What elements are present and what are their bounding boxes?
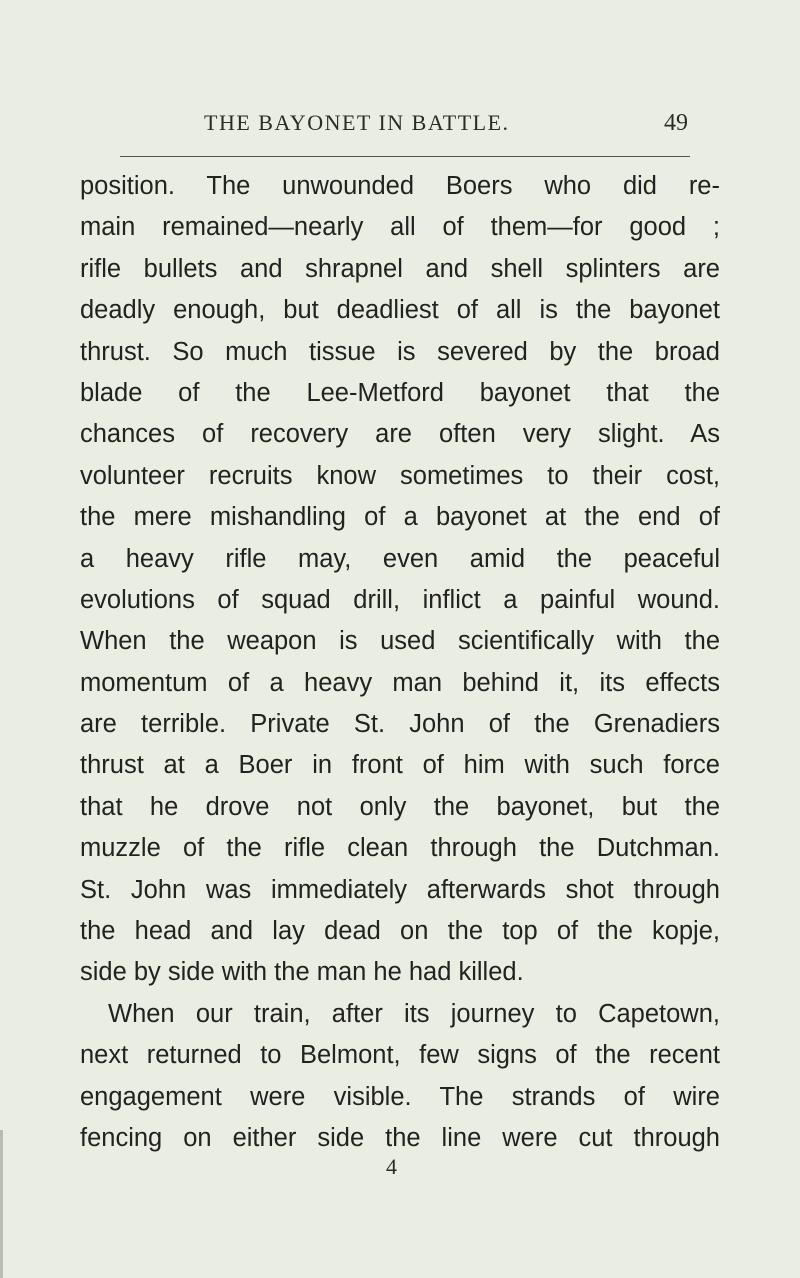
text-line: the mere mishandling of a bayonet at the end of (80, 503, 720, 532)
text-line: thrust. So much tissue is severed by the broad (80, 337, 720, 366)
signature-mark: 4 (386, 1154, 397, 1179)
running-title: THE BAYONET IN BATTLE. (204, 110, 510, 135)
text-line: evolutions of squad drill, inflict a painful wound. (80, 585, 720, 614)
text-line: volunteer recruits know sometimes to their cost, (80, 461, 720, 490)
text-line: chances of recovery are often very slight. As (80, 420, 720, 449)
binding-edge (0, 1130, 3, 1278)
text-line: are terrible. Private St. John of the Grenadiers (80, 710, 720, 739)
text-line: engagement were visible. The strands of wire (80, 1082, 720, 1111)
paragraph-start-line: When our train, after its journey to Capetown, (108, 999, 720, 1028)
paragraph-end-line: side by side with the man he had killed. (80, 958, 524, 987)
text-line: fencing on either side the line were cut through (80, 1123, 720, 1152)
body-text (80, 166, 720, 1159)
text-line: next returned to Belmont, few signs of the recent (80, 1041, 720, 1070)
text-line: a heavy rifle may, even amid the peaceful (80, 544, 720, 573)
text-line: St. John was immediately afterwards shot through (80, 875, 720, 904)
text-line: rifle bullets and shrapnel and shell splinters are (80, 254, 720, 283)
text-line: position. The unwounded Boers who did re- (80, 172, 720, 200)
text-line: that he drove not only the bayonet, but the (80, 792, 720, 821)
text-line: thrust at a Boer in front of him with such force (80, 751, 720, 780)
text-line: deadly enough, but deadliest of all is the bayonet (80, 296, 720, 325)
running-head (80, 110, 720, 146)
text-line: main remained—nearly all of them—for good ; (80, 213, 720, 242)
header-rule (120, 156, 690, 157)
text-line: When the weapon is used scientifically with the (80, 627, 720, 656)
text-line: blade of the Lee-Metford bayonet that the (80, 378, 720, 407)
text-line: the head and lay dead on the top of the kopje, (80, 917, 720, 946)
text-line: muzzle of the rifle clean through the Dutchman. (80, 834, 720, 863)
text-line: momentum of a heavy man behind it, its effects (80, 668, 720, 697)
page-number: 49 (664, 110, 688, 136)
